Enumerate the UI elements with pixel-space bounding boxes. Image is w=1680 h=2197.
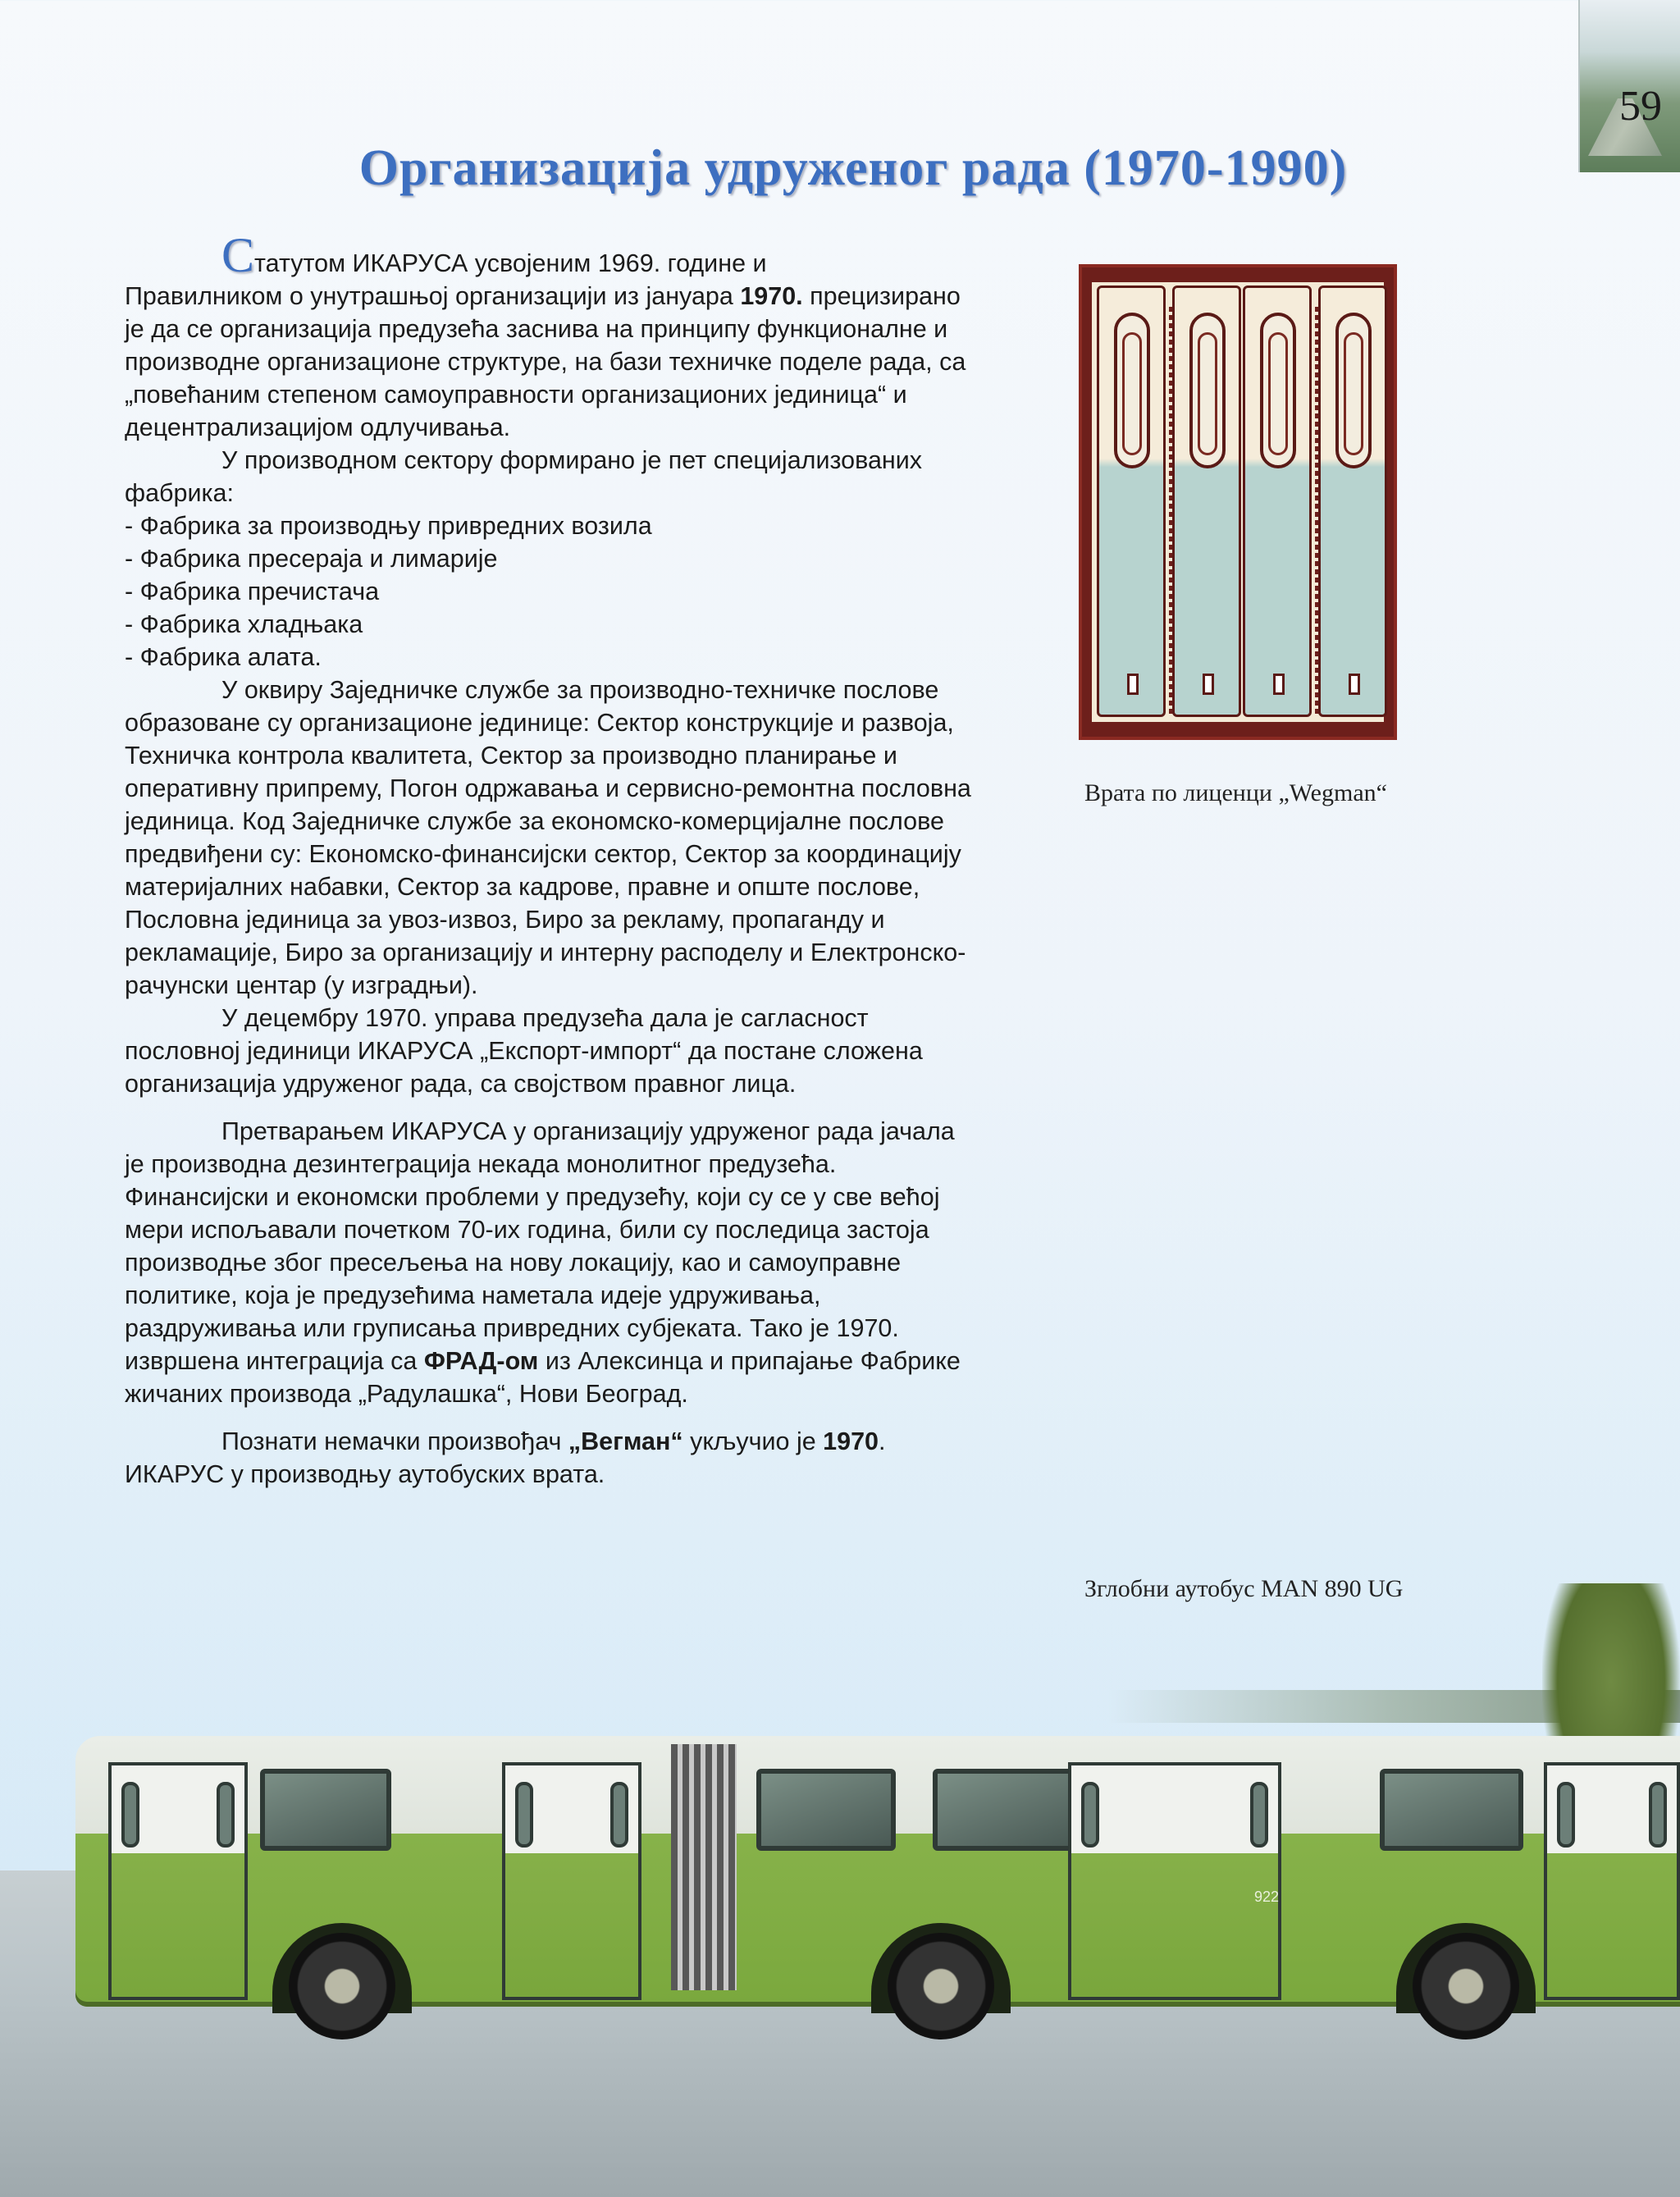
- paragraph-5-text-b: из Алексинца и припајање Фабрике жичаних производа „Радулашка“, Нови Београд.: [125, 1347, 961, 1408]
- bus-wheel: [289, 1933, 395, 2039]
- factory-item: - Фабрика алата.: [125, 643, 322, 671]
- paragraph-1: [125, 228, 978, 444]
- bus-articulation-bellows: [671, 1744, 737, 1990]
- bus-window: [1380, 1769, 1523, 1851]
- bus-window: [756, 1769, 896, 1851]
- paragraph-6-text-c: . ИКАРУС у производњу аутобуских врата.: [125, 1427, 886, 1488]
- paragraph-5: [125, 1115, 978, 1410]
- bus-caption: Зглобни аутобус MAN 890 UG: [1084, 1575, 1404, 1602]
- paragraph-1-bold-year: 1970.: [740, 282, 803, 310]
- paragraph-6-bold-year: 1970: [823, 1427, 879, 1455]
- bus-door: [1068, 1762, 1281, 2000]
- door-panels: [1092, 282, 1384, 722]
- bus-fleet-number: 922: [1253, 1889, 1280, 1905]
- paragraph-1-first-line: татутом ИКАРУСА усвојеним 1969. године и: [254, 249, 767, 277]
- article-body: [125, 228, 978, 1491]
- paragraph-6-text-b: укључио је: [682, 1427, 824, 1455]
- paragraph-1-text-a: Правилником о унутрашњој организацији из јануара: [125, 282, 741, 310]
- factory-item: - Фабрика пречистача: [125, 578, 380, 605]
- bus-door: [108, 1762, 248, 2000]
- door-leaf: [1243, 285, 1312, 717]
- factory-item: - Фабрика за производњу привредних возила: [125, 512, 652, 540]
- bus-door: [502, 1762, 641, 2000]
- paragraph-6-text-a: Познати немачки произвођач: [221, 1427, 568, 1455]
- bus-wheel: [1413, 1933, 1519, 2039]
- bus-window: [260, 1769, 391, 1851]
- paragraph-3: У оквиру Заједничке службе за производно-техничке послове образоване су организационе јединице: Сектор конструкције и развоја, Техничка контрола квалитета, Сектор за производно планирање и оперативну припрему, Погон одржавања и сервисно-ремонтна пословна јединица. Код Заједничке службе за економско-комерцијалне послове предвиђени су: Економско-финансијски сектор, Сектор за координацију материјалних набавки, Сектор за кадрове, правне и опште послове, Пословна јединица за увоз-извоз, Биро за рекламу, пропаганду и рекламације, Биро за организацију и интерну расподелу и Електронско-рачунски центар (у изградњи).: [125, 676, 971, 999]
- paragraph-1-text-b: прецизирано је да се организација предузећа заснива на принципу функционалне и производне организационе структуре, на бази техничке поделе рада, са „повећаним степеном самоуправности организационих јединица“ и децентрализацијом одлучивања.: [125, 282, 966, 441]
- paragraph-4: У децембру 1970. управа предузећа дала је сагласност пословној јединици ИКАРУСА „Експорт-импорт“ да постане сложена организација удруженог рада, са својством правног лица.: [125, 1004, 923, 1098]
- bus-wheel: [888, 1933, 994, 2039]
- paragraph-6: [125, 1425, 978, 1491]
- paragraph-5-bold: ФРАД-ом: [423, 1347, 539, 1375]
- door-leaf: [1172, 285, 1241, 717]
- paragraph-5-text-a: Претварањем ИКАРУСА у организацију удруженог рада јачала је производна дезинтеграција некада монолитног предузећа. Финансијски и економски проблеми у предузећу, који су се у све већој мери испољавали почетком 70-их година, били су последица застоја производње због пресељења на нову локацију, као и самоуправне политике, која је предузећима наметала идеје удруживања, раздруживања или груписања привредних субјеката. Тако је 1970. извршена интеграција са: [125, 1117, 955, 1375]
- factory-item: - Фабрика пресераја и лимарије: [125, 545, 498, 573]
- bus-door: [1544, 1762, 1680, 2000]
- door-caption: Врата по лиценци „Wegman“: [1084, 779, 1387, 806]
- page-title: Организација удруженог рада (1970-1990): [358, 139, 1348, 196]
- bus-window: [933, 1769, 1076, 1851]
- paragraph-2: У производном сектору формирано је пет специјализованих фабрика:: [125, 446, 923, 507]
- door-leaf: [1097, 285, 1166, 717]
- drop-cap: С: [221, 228, 255, 282]
- door-photo: [1079, 264, 1397, 740]
- articulated-bus-photo: [75, 1736, 1680, 2015]
- page-number: 59: [1619, 83, 1662, 130]
- paragraph-6-bold-brand: „Вегман“: [568, 1427, 683, 1455]
- door-leaf: [1318, 285, 1387, 717]
- factory-item: - Фабрика хладњака: [125, 610, 363, 638]
